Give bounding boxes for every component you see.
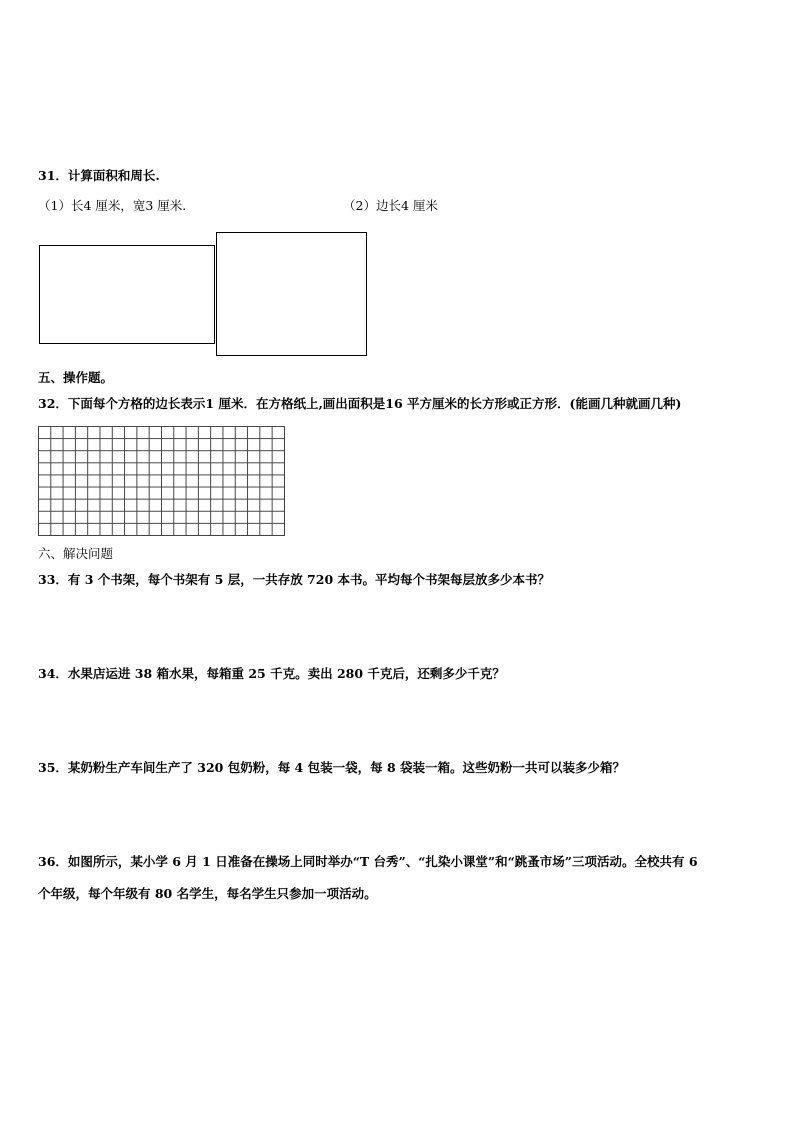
- q33-text: 33．有 3 个书架，每个书架有 5 层，一共存放 720 本书。平均每个书架每层放多少本书？: [38, 572, 550, 587]
- q31-part1-label: （1）长4 厘米，宽3 厘米.: [38, 198, 187, 213]
- q31-title: 31．计算面积和周长.: [38, 168, 160, 183]
- q32-text: 32．下面每个方格的边长表示1 厘米．在方格纸上,画出面积是16 平方厘米的长方形或正方形．(能画几种就画几种): [38, 396, 682, 411]
- section-6-heading: 六、解决问题: [38, 546, 114, 561]
- rectangle-figure: [39, 245, 215, 344]
- q31-part2-label: （2）边长4 厘米: [343, 198, 438, 213]
- square-grid-paper: [38, 426, 285, 536]
- q34-text: 34．水果店运进 38 箱水果，每箱重 25 千克。卖出 280 千克后，还剩多少千克？: [38, 666, 505, 681]
- q36-text-line2: 个年级，每个年级有 80 名学生，每名学生只参加一项活动。: [38, 886, 377, 901]
- square-figure: [216, 232, 367, 356]
- section-5-heading: 五、操作题。: [38, 370, 114, 385]
- q36-text-line1: 36．如图所示，某小学 6 月 1 日准备在操场上同时举办“T 台秀”、“扎染小课堂”和“跳蚤市场”三项活动。全校共有 6: [38, 854, 698, 869]
- q35-text: 35．某奶粉生产车间生产了 320 包奶粉，每 4 包装一袋，每 8 袋装一箱。这些奶粉一共可以装多少箱？: [38, 760, 625, 775]
